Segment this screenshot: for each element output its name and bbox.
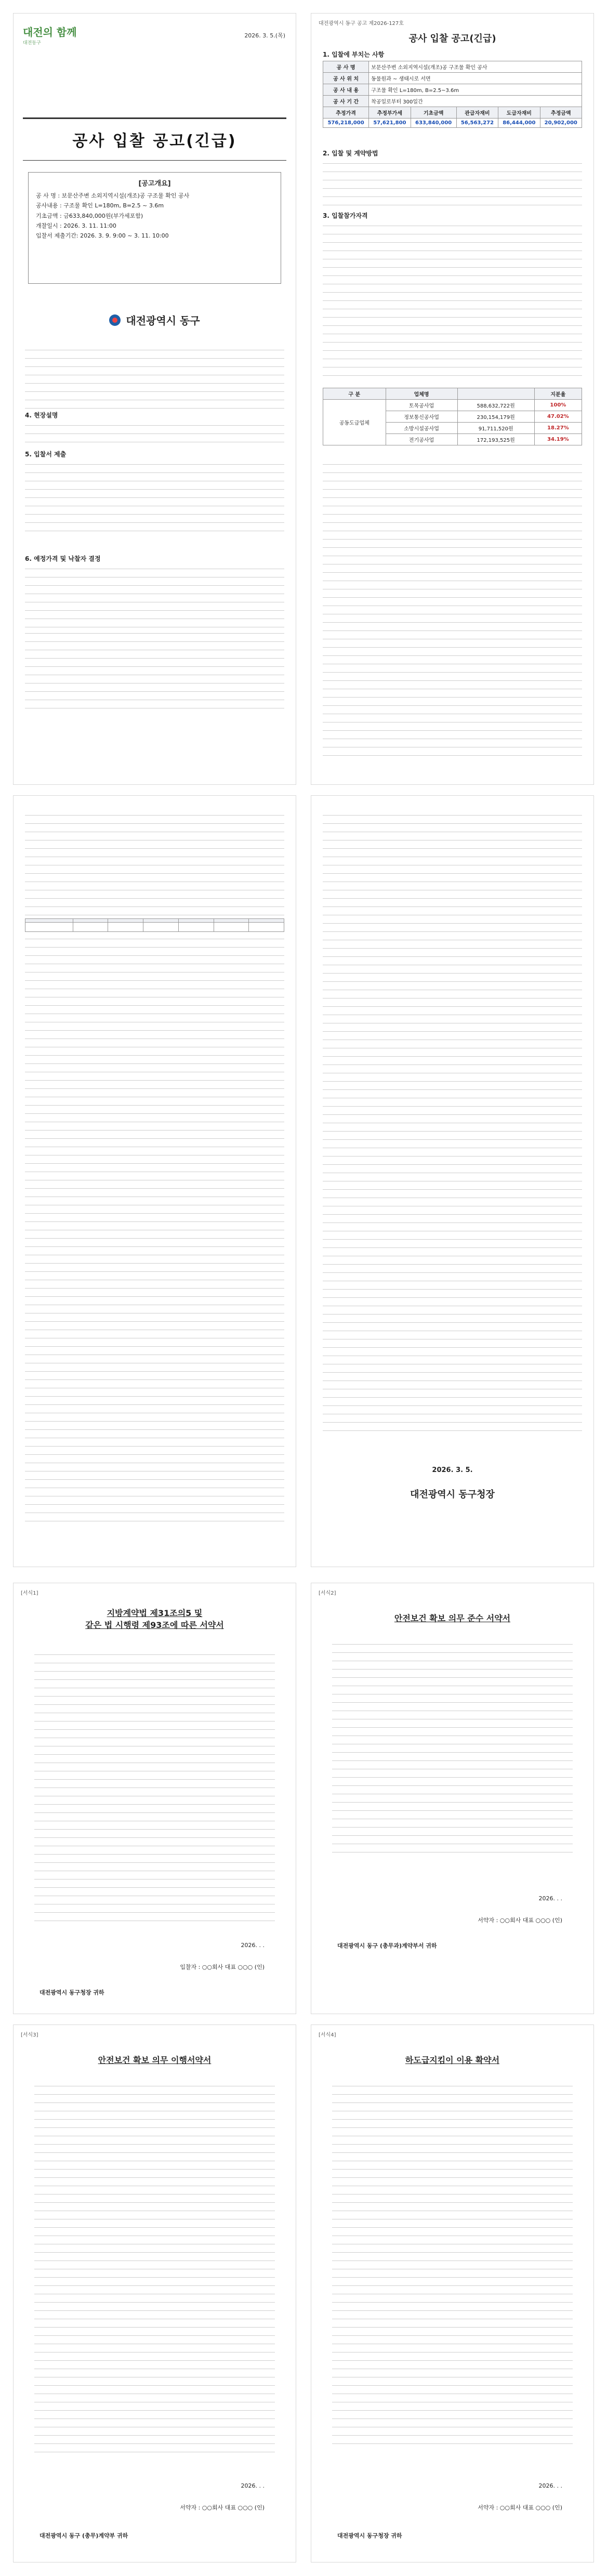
section-2 (323, 149, 582, 208)
logo-text: 대전의 함께 (23, 26, 77, 38)
table-cell: 착공일로부터 300일간 (369, 96, 582, 107)
signatory: 입찰자 : ○○회사 대표 ○○○ (인) (180, 1964, 265, 1970)
table-row (323, 107, 582, 119)
signatory: 서약자 : ○○회사 대표 ○○○ (인) (180, 2504, 265, 2511)
share-ratio-section (323, 388, 582, 445)
form-body (332, 2082, 573, 2448)
form-number: [서식4] (319, 2032, 336, 2038)
form-body (34, 2082, 275, 2459)
text-block (25, 629, 284, 713)
text-block (323, 811, 582, 1435)
issuer-name: 대전광역시 동구 (126, 314, 200, 327)
table-cell (214, 923, 249, 932)
table-header: 추정금액 (540, 107, 582, 119)
title-rule-bottom (23, 160, 286, 161)
table-row (323, 84, 582, 96)
text-block (34, 2082, 275, 2456)
notice-date: 2026. 3. 5.(목) (244, 32, 285, 39)
page-title: 공사 입찰 공고(긴급) (408, 33, 496, 44)
text-block (25, 811, 284, 915)
text-block (323, 222, 582, 378)
table-cell: 공동도급업체 (323, 400, 386, 445)
form-title: 하도급지킴이 이용 확약서 (405, 2055, 500, 2065)
form-title: 안전보건 확보 의무 준수 서약서 (394, 1613, 511, 1623)
table-header: 업체명 (386, 388, 457, 400)
table-header (178, 919, 214, 923)
table-cell: 구조물 확인 L=180m, B=2.5~3.6m (369, 84, 582, 96)
form-title-block (332, 1612, 573, 1624)
table-cell: 보문산주변 소외지역시설(개조)공 구조물 확인 공사 (369, 61, 582, 73)
page3-body (25, 811, 284, 1530)
text-block (332, 1640, 573, 1859)
section-heading: 5. 입찰서 제출 (25, 451, 67, 458)
section-3 (323, 211, 582, 380)
table-header: 추정부가세 (369, 107, 411, 119)
table-row (323, 73, 582, 84)
share-ratio-table (323, 388, 582, 445)
table-row (25, 923, 284, 932)
page2-body-lower (323, 461, 582, 764)
page1-body-lower (25, 554, 284, 772)
table-cell (143, 923, 179, 932)
city-emblem-icon (109, 314, 121, 326)
section-heading: 2. 입찰 및 계약방법 (323, 150, 378, 157)
notice-page-4 (311, 795, 594, 1567)
table-cell: 576,218,000 (323, 119, 369, 128)
text-block (25, 422, 284, 448)
table-header (143, 919, 179, 923)
summary-line: 입찰서 제출기간: 2026. 3. 9. 9:00 ~ 3. 11. 10:00 (36, 232, 169, 239)
text-block (34, 1651, 275, 1921)
table-cell: 633,840,000 (411, 119, 456, 128)
table-cell (178, 923, 214, 932)
form-title-block (332, 2054, 573, 2066)
table-cell: 정보통신공사업 (386, 411, 457, 423)
table-row (323, 96, 582, 107)
form-number: [서식2] (319, 1591, 336, 1596)
form-title-block (34, 2054, 275, 2066)
table-cell (249, 923, 284, 932)
summary-box (28, 172, 281, 284)
table-row (323, 388, 582, 400)
table-cell (108, 923, 143, 932)
form-body (332, 1640, 573, 1861)
title-rule-top (23, 117, 286, 119)
page1-body-upper (25, 346, 284, 544)
table-header: 추정가격 (323, 107, 369, 119)
summary-line: 기초금액 : 금633,840,000원(부가세포함) (36, 212, 143, 219)
page-header: 대전광역시 동구 공고 제2026-127호 (319, 21, 404, 27)
table-header: 공 사 위 치 (323, 73, 369, 84)
table-cell: 172,193,525원 (457, 434, 534, 445)
form-page-subcontract-keeper (311, 2025, 594, 2562)
table-header (214, 919, 249, 923)
table-header (25, 919, 73, 923)
summary-line: 공 사 명 : 보문산주변 소외지역시설(개조)공 구조물 확인 공사 (36, 192, 190, 199)
table-header (249, 919, 284, 923)
district-logo (23, 24, 80, 45)
inline-table (25, 918, 284, 932)
recipient: 대전광역시 동구 (총무)계약부 귀하 (39, 2532, 128, 2539)
table-header (457, 388, 534, 400)
table-header: 공 사 명 (323, 61, 369, 73)
table-header: 기초금액 (411, 107, 456, 119)
table-cell: 전기공사업 (386, 434, 457, 445)
recipient: 대전광역시 동구청장 귀하 (39, 1989, 104, 1996)
sign-date: 2026. . . (241, 2482, 265, 2489)
recipient: 대전광역시 동구 (총무과)계약부서 귀하 (337, 1942, 437, 1949)
section-heading: 1. 입찰에 부치는 사항 (323, 51, 385, 58)
project-info-table (323, 61, 582, 128)
form-number: [서식1] (21, 1591, 38, 1596)
text-block (25, 935, 284, 1528)
summary-line: 공사내용 : 구조물 확인 L=180m, B=2.5 ~ 3.6m (36, 202, 164, 209)
page4-body (323, 811, 582, 1437)
table-header (73, 919, 108, 923)
table-cell: 57,621,800 (369, 119, 411, 128)
sign-date: 2026. . . (538, 1895, 562, 1902)
table-cell: 56,563,272 (456, 119, 498, 128)
table-cell: 588,632,722원 (457, 400, 534, 411)
signatory: 서약자 : ○○회사 대표 ○○○ (인) (478, 2504, 562, 2511)
sign-date: 2026. . . (538, 2482, 562, 2489)
text-block (332, 2082, 573, 2446)
notice-page-1 (13, 13, 296, 785)
form-page-pledge (13, 1583, 296, 2014)
issuer-block (14, 312, 296, 327)
notice-title-bar (23, 123, 286, 156)
table-cell: 91,711,520원 (457, 423, 534, 434)
table-header: 구 분 (323, 388, 386, 400)
text-block (25, 461, 284, 538)
form-title-block (34, 1607, 275, 1631)
form-title: 같은 법 시행령 제93조에 따른 서약서 (85, 1620, 224, 1630)
text-block (25, 565, 284, 627)
issuer-signature: 대전광역시 동구청장 (410, 1489, 495, 1500)
table-cell: 20,902,000 (540, 119, 582, 128)
table-row (323, 61, 582, 73)
issue-date: 2026. 3. 5. (432, 1466, 473, 1474)
table-cell: 86,444,000 (498, 119, 540, 128)
recipient: 대전광역시 동구청장 귀하 (337, 2532, 402, 2539)
table-row (25, 919, 284, 923)
form-title: 지방계약법 제31조의5 및 (107, 1608, 203, 1618)
logo-subtext: 대전동구 (23, 41, 41, 46)
table-cell: 동물원과 ~ 생태시로 서면 (369, 73, 582, 84)
section-heading: 6. 예정가격 및 낙찰자 결정 (25, 555, 101, 562)
form-number: [서식3] (21, 2032, 38, 2038)
text-block (323, 160, 582, 206)
table-cell: 230,154,179원 (457, 411, 534, 423)
table-cell: 34.19% (534, 434, 582, 445)
form-page-safety-pledge (311, 1583, 594, 2014)
table-header: 공 사 기 간 (323, 96, 369, 107)
notice-page-2 (311, 13, 594, 785)
form-body (34, 1651, 275, 1923)
table-header: 지분율 (534, 388, 582, 400)
table-header: 도급자재비 (498, 107, 540, 119)
section-heading: 3. 입찰참가자격 (323, 212, 368, 219)
text-block (25, 346, 284, 409)
table-cell: 47.02% (534, 411, 582, 423)
table-cell: 소방시설공사업 (386, 423, 457, 434)
section-1 (323, 50, 582, 128)
sign-date: 2026. . . (241, 1942, 265, 1949)
text-block (323, 461, 582, 762)
table-cell: 100% (534, 400, 582, 411)
summary-line: 개찰일시 : 2026. 3. 11. 11:00 (36, 222, 116, 229)
table-cell (73, 923, 108, 932)
table-header: 공 사 내 용 (323, 84, 369, 96)
signatory: 서약자 : ○○회사 대표 ○○○ (인) (478, 1917, 562, 1924)
section-heading: 4. 현장설명 (25, 412, 58, 419)
table-row (323, 400, 582, 411)
summary-label: [공고개요] (138, 180, 171, 188)
table-cell: 18.27% (534, 423, 582, 434)
table-header (108, 919, 143, 923)
table-cell (25, 923, 73, 932)
notice-title: 공사 입찰 공고(긴급) (72, 132, 237, 150)
table-header: 관급자재비 (456, 107, 498, 119)
table-cell: 토목공사업 (386, 400, 457, 411)
form-page-safety-implementation (13, 2025, 296, 2562)
notice-page-3 (13, 795, 296, 1567)
table-row (323, 119, 582, 128)
form-title: 안전보건 확보 의무 이행서약서 (98, 2055, 212, 2065)
